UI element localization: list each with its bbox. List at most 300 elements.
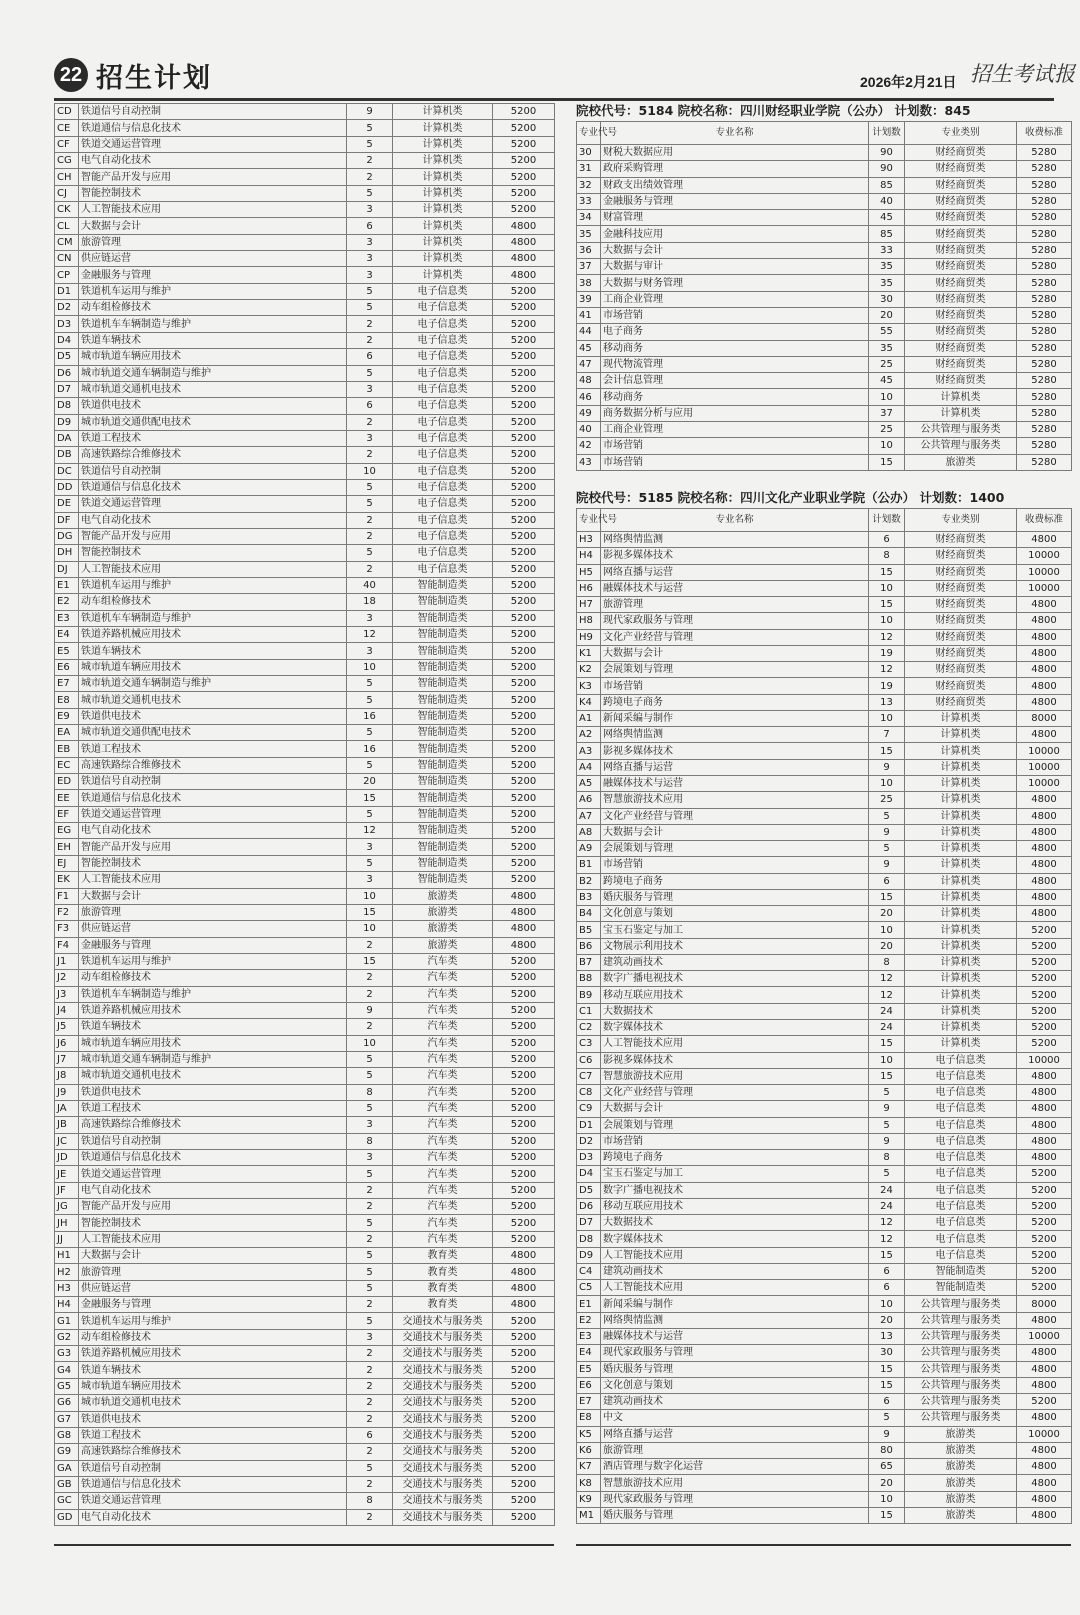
table-row <box>55 986 555 1002</box>
plan-count-cell: 45 <box>869 373 905 389</box>
major-name-cell: 智慧旅游技术应用 <box>601 792 869 808</box>
category-cell: 财经商贸类 <box>905 662 1017 678</box>
fee-cell: 5280 <box>1017 324 1072 340</box>
code-cell: D5 <box>577 1182 601 1198</box>
code-cell: H5 <box>577 564 601 580</box>
plan-count-cell: 25 <box>869 356 905 372</box>
major-name-cell: 铁道车辆技术 <box>79 1019 347 1035</box>
left-bottom-rule <box>54 1544 554 1546</box>
code-cell: B8 <box>577 971 601 987</box>
major-name-cell: 城市轨道交通机电技术 <box>79 381 347 397</box>
code-cell: F3 <box>55 921 79 937</box>
fee-cell: 5200 <box>493 1231 555 1247</box>
code-cell: 31 <box>577 161 601 177</box>
major-name-cell: 高速铁路综合维修技术 <box>79 447 347 463</box>
plan-count-cell: 2 <box>347 414 393 430</box>
table-row <box>577 759 1072 775</box>
fee-cell: 5200 <box>493 1395 555 1411</box>
plan-count-cell: 5 <box>347 1313 393 1329</box>
plan-count-cell: 5 <box>347 725 393 741</box>
table-row <box>55 741 555 757</box>
table-row <box>55 921 555 937</box>
table-row <box>577 645 1072 661</box>
category-cell: 智能制造类 <box>393 823 493 839</box>
fee-cell: 5200 <box>493 1133 555 1149</box>
plan-count-cell: 2 <box>347 970 393 986</box>
table-row <box>55 185 555 201</box>
category-cell: 财经商贸类 <box>905 226 1017 242</box>
table-row <box>55 545 555 561</box>
code-cell: D7 <box>577 1215 601 1231</box>
category-cell: 教育类 <box>393 1297 493 1313</box>
category-cell: 计算机类 <box>905 954 1017 970</box>
column-header: 专业类别 <box>905 122 1017 145</box>
code-cell: G9 <box>55 1444 79 1460</box>
category-cell: 汽车类 <box>393 1150 493 1166</box>
code-cell: 46 <box>577 389 601 405</box>
category-cell: 电子信息类 <box>393 430 493 446</box>
plan-count-cell: 80 <box>869 1442 905 1458</box>
plan-count-cell: 10 <box>347 659 393 675</box>
plan-count-cell: 12 <box>347 823 393 839</box>
fee-cell: 5200 <box>493 1182 555 1198</box>
table-row <box>55 1231 555 1247</box>
plan-count-cell: 85 <box>869 226 905 242</box>
table-row <box>577 1085 1072 1101</box>
code-cell: GD <box>55 1509 79 1525</box>
table-row <box>577 1150 1072 1166</box>
category-cell: 电子信息类 <box>905 1215 1017 1231</box>
table-row <box>577 1036 1072 1052</box>
category-cell: 计算机类 <box>393 153 493 169</box>
fee-cell: 5200 <box>493 1117 555 1133</box>
category-cell: 计算机类 <box>393 202 493 218</box>
table-row <box>577 548 1072 564</box>
plan-count-cell: 18 <box>347 594 393 610</box>
major-name-cell: 铁道信号自动控制 <box>79 1460 347 1476</box>
plan-count-cell: 3 <box>347 234 393 250</box>
code-cell: D1 <box>55 283 79 299</box>
fee-cell: 5280 <box>1017 193 1072 209</box>
category-cell: 电子信息类 <box>905 1166 1017 1182</box>
major-name-cell: 移动商务 <box>601 340 869 356</box>
plan-count-cell: 2 <box>347 1395 393 1411</box>
plan-count-cell: 10 <box>869 613 905 629</box>
code-cell: 33 <box>577 193 601 209</box>
plan-count-cell: 9 <box>869 1101 905 1117</box>
fee-cell: 5200 <box>1017 1280 1072 1296</box>
code-cell: H4 <box>55 1297 79 1313</box>
major-name-cell: 铁道交通运营管理 <box>79 136 347 152</box>
plan-count-cell: 9 <box>347 1002 393 1018</box>
table-row <box>577 356 1072 372</box>
code-cell: E7 <box>55 676 79 692</box>
plan-count-cell: 5 <box>347 1100 393 1116</box>
table-row <box>55 888 555 904</box>
major-name-cell: 铁道车辆技术 <box>79 332 347 348</box>
major-name-cell: 铁道供电技术 <box>79 1084 347 1100</box>
code-cell: JA <box>55 1100 79 1116</box>
major-name-cell: 城市轨道交通供配电技术 <box>79 725 347 741</box>
table-row <box>55 1182 555 1198</box>
fee-cell: 5280 <box>1017 210 1072 226</box>
category-cell: 汽车类 <box>393 1019 493 1035</box>
code-cell: C5 <box>577 1280 601 1296</box>
table-row <box>577 580 1072 596</box>
code-cell: D4 <box>577 1166 601 1182</box>
table-row <box>577 307 1072 323</box>
table-row <box>55 267 555 283</box>
table-row <box>577 1263 1072 1279</box>
code-cell: DH <box>55 545 79 561</box>
fee-cell: 4800 <box>493 904 555 920</box>
plan-count-cell: 2 <box>347 1019 393 1035</box>
category-cell: 公共管理与服务类 <box>905 1410 1017 1426</box>
major-name-cell: 智能产品开发与应用 <box>79 169 347 185</box>
fee-cell: 5200 <box>493 659 555 675</box>
plan-count-cell: 5 <box>347 185 393 201</box>
code-cell: E3 <box>55 610 79 626</box>
major-name-cell: 市场营销 <box>601 307 869 323</box>
major-name-cell: 宝玉石鉴定与加工 <box>601 1166 869 1182</box>
code-cell: C3 <box>577 1036 601 1052</box>
code-cell: 42 <box>577 438 601 454</box>
fee-cell: 5200 <box>493 986 555 1002</box>
fee-cell: 4800 <box>1017 662 1072 678</box>
code-cell: C1 <box>577 1003 601 1019</box>
code-cell: 49 <box>577 405 601 421</box>
code-cell: JJ <box>55 1231 79 1247</box>
major-name-cell: 大数据与会计 <box>601 1101 869 1117</box>
plan-count-cell: 10 <box>869 710 905 726</box>
table-row <box>577 532 1072 548</box>
code-cell: CK <box>55 202 79 218</box>
table-row <box>577 1019 1072 1035</box>
category-cell: 计算机类 <box>905 889 1017 905</box>
fee-cell: 10000 <box>1017 564 1072 580</box>
category-cell: 公共管理与服务类 <box>905 1345 1017 1361</box>
code-cell: DB <box>55 447 79 463</box>
plan-count-cell: 24 <box>869 1198 905 1214</box>
major-name-cell: 新闻采编与制作 <box>601 1296 869 1312</box>
code-cell: J7 <box>55 1051 79 1067</box>
plan-count-cell: 15 <box>869 1068 905 1084</box>
category-cell: 电子信息类 <box>905 1117 1017 1133</box>
code-cell: E6 <box>55 659 79 675</box>
major-name-cell: 铁道供电技术 <box>79 398 347 414</box>
fee-cell: 5200 <box>493 1329 555 1345</box>
major-name-cell: 网络舆情监测 <box>601 727 869 743</box>
major-name-cell: 工商企业管理 <box>601 422 869 438</box>
table-row <box>55 1378 555 1394</box>
major-name-cell: 商务数据分析与应用 <box>601 405 869 421</box>
table-row <box>55 725 555 741</box>
fee-cell: 5200 <box>493 496 555 512</box>
plan-count-cell: 10 <box>869 580 905 596</box>
major-name-cell: 智能产品开发与应用 <box>79 528 347 544</box>
category-cell: 旅游类 <box>905 1507 1017 1523</box>
category-cell: 公共管理与服务类 <box>905 1329 1017 1345</box>
major-name-cell: 铁道车辆技术 <box>79 643 347 659</box>
page-number-badge: 22 <box>54 58 88 92</box>
table-row <box>577 1426 1072 1442</box>
table-row <box>55 643 555 659</box>
fee-cell: 5280 <box>1017 454 1072 470</box>
table-row <box>55 1493 555 1509</box>
plan-count-cell: 10 <box>347 463 393 479</box>
fee-cell: 4800 <box>1017 694 1072 710</box>
code-cell: 35 <box>577 226 601 242</box>
major-name-cell: 婚庆服务与管理 <box>601 889 869 905</box>
code-cell: B5 <box>577 922 601 938</box>
major-name-cell: 城市轨道交通机电技术 <box>79 1395 347 1411</box>
plan-count-cell: 5 <box>869 1166 905 1182</box>
fee-cell: 5200 <box>493 300 555 316</box>
major-name-cell: 旅游管理 <box>79 234 347 250</box>
plan-count-cell: 8 <box>869 954 905 970</box>
fee-cell: 4800 <box>1017 1312 1072 1328</box>
code-cell: A7 <box>577 808 601 824</box>
major-name-cell: 动车组检修技术 <box>79 970 347 986</box>
fee-cell: 5200 <box>493 692 555 708</box>
major-name-cell: 市场营销 <box>601 857 869 873</box>
fee-cell: 4800 <box>1017 613 1072 629</box>
plan-count-cell: 12 <box>869 662 905 678</box>
fee-cell: 4800 <box>1017 629 1072 645</box>
plan-count-cell: 20 <box>869 1312 905 1328</box>
code-cell: CH <box>55 169 79 185</box>
table-row <box>55 1280 555 1296</box>
category-cell: 教育类 <box>393 1280 493 1296</box>
code-cell: EJ <box>55 855 79 871</box>
table-row <box>55 1264 555 1280</box>
plan-count-cell: 5 <box>869 808 905 824</box>
fee-cell: 5200 <box>1017 1198 1072 1214</box>
fee-cell: 4800 <box>493 234 555 250</box>
code-cell: CF <box>55 136 79 152</box>
category-cell: 财经商贸类 <box>905 678 1017 694</box>
major-name-cell: 文物展示利用技术 <box>601 938 869 954</box>
code-cell: 45 <box>577 340 601 356</box>
plan-count-cell: 12 <box>869 987 905 1003</box>
plan-count-cell: 6 <box>869 1263 905 1279</box>
table-row <box>55 218 555 234</box>
major-name-cell: 动车组检修技术 <box>79 594 347 610</box>
major-name-cell: 跨境电子商务 <box>601 694 869 710</box>
major-name-cell: 会展策划与管理 <box>601 1117 869 1133</box>
category-cell: 电子信息类 <box>393 398 493 414</box>
category-cell: 财经商贸类 <box>905 242 1017 258</box>
category-cell: 交通技术与服务类 <box>393 1395 493 1411</box>
category-cell: 计算机类 <box>905 743 1017 759</box>
plan-count-cell: 5 <box>347 1051 393 1067</box>
fee-cell: 5200 <box>493 1215 555 1231</box>
plan-count-cell: 5 <box>869 1117 905 1133</box>
table-row <box>55 1166 555 1182</box>
category-cell: 公共管理与服务类 <box>905 438 1017 454</box>
plan-count-cell: 15 <box>347 904 393 920</box>
category-cell: 电子信息类 <box>905 1085 1017 1101</box>
plan-count-cell: 5 <box>347 136 393 152</box>
major-name-cell: 铁道交通运营管理 <box>79 496 347 512</box>
table-row <box>55 120 555 136</box>
category-cell: 汽车类 <box>393 1035 493 1051</box>
plan-count-cell: 5 <box>347 692 393 708</box>
major-name-cell: 铁道交通运营管理 <box>79 1493 347 1509</box>
table-row <box>577 161 1072 177</box>
code-cell: JH <box>55 1215 79 1231</box>
table-row <box>55 398 555 414</box>
plan-count-cell: 15 <box>347 790 393 806</box>
code-cell: 36 <box>577 242 601 258</box>
code-cell: 32 <box>577 177 601 193</box>
category-cell: 交通技术与服务类 <box>393 1411 493 1427</box>
category-cell: 旅游类 <box>905 1442 1017 1458</box>
major-name-cell: 铁道工程技术 <box>79 1100 347 1116</box>
table-row <box>577 1003 1072 1019</box>
table-row <box>577 564 1072 580</box>
major-name-cell: 智能控制技术 <box>79 855 347 871</box>
category-cell: 电子信息类 <box>393 414 493 430</box>
major-name-cell: 融媒体技术与运营 <box>601 775 869 791</box>
plan-count-cell: 30 <box>869 291 905 307</box>
major-name-cell: 铁道机车车辆制造与维护 <box>79 610 347 626</box>
table-row <box>577 857 1072 873</box>
code-cell: H7 <box>577 597 601 613</box>
major-name-cell: 城市轨道车辆应用技术 <box>79 1378 347 1394</box>
fee-cell: 10000 <box>1017 548 1072 564</box>
category-cell: 智能制造类 <box>393 643 493 659</box>
plan-count-cell: 6 <box>869 1394 905 1410</box>
category-cell: 电子信息类 <box>393 496 493 512</box>
category-cell: 计算机类 <box>905 906 1017 922</box>
code-cell: GA <box>55 1460 79 1476</box>
major-name-cell: 现代物流管理 <box>601 356 869 372</box>
category-cell: 计算机类 <box>393 169 493 185</box>
fee-cell: 5200 <box>493 610 555 626</box>
major-name-cell: 影视多媒体技术 <box>601 1052 869 1068</box>
table-row <box>577 792 1072 808</box>
fee-cell: 5200 <box>493 169 555 185</box>
major-name-cell: 会计信息管理 <box>601 373 869 389</box>
table-row <box>55 1117 555 1133</box>
category-cell: 教育类 <box>393 1264 493 1280</box>
code-cell: J9 <box>55 1084 79 1100</box>
category-cell: 智能制造类 <box>393 806 493 822</box>
table-row <box>55 1100 555 1116</box>
category-cell: 智能制造类 <box>393 610 493 626</box>
fee-cell: 5200 <box>493 1035 555 1051</box>
plan-count-cell: 55 <box>869 324 905 340</box>
fee-cell: 5200 <box>493 1199 555 1215</box>
major-name-cell: 铁道通信与信息化技术 <box>79 1150 347 1166</box>
plan-count-cell: 35 <box>869 340 905 356</box>
code-cell: M1 <box>577 1507 601 1523</box>
category-cell: 智能制造类 <box>393 757 493 773</box>
code-cell: K1 <box>577 645 601 661</box>
category-cell: 电子信息类 <box>393 349 493 365</box>
code-cell: 37 <box>577 259 601 275</box>
table-row <box>577 422 1072 438</box>
code-cell: D9 <box>577 1247 601 1263</box>
fee-cell: 5280 <box>1017 389 1072 405</box>
plan-count-cell: 3 <box>347 1150 393 1166</box>
fee-cell: 5200 <box>493 104 555 120</box>
major-name-cell: 电气自动化技术 <box>79 1182 347 1198</box>
fee-cell: 5200 <box>493 202 555 218</box>
fee-cell: 4800 <box>493 937 555 953</box>
table-row <box>577 971 1072 987</box>
major-name-cell: 铁道供电技术 <box>79 708 347 724</box>
fee-cell: 5200 <box>493 332 555 348</box>
table-row <box>55 1313 555 1329</box>
category-cell: 电子信息类 <box>905 1231 1017 1247</box>
fee-cell: 8000 <box>1017 710 1072 726</box>
fee-cell: 4800 <box>1017 1085 1072 1101</box>
fee-cell: 5200 <box>1017 922 1072 938</box>
plan-count-cell: 5 <box>347 496 393 512</box>
table-row <box>55 1427 555 1443</box>
code-cell: 44 <box>577 324 601 340</box>
plan-count-cell: 25 <box>869 422 905 438</box>
category-cell: 电子信息类 <box>393 316 493 332</box>
table-row <box>577 193 1072 209</box>
fee-cell: 4800 <box>493 1297 555 1313</box>
table-row <box>577 987 1072 1003</box>
code-cell: C7 <box>577 1068 601 1084</box>
fee-cell: 5200 <box>493 643 555 659</box>
category-cell: 计算机类 <box>905 808 1017 824</box>
category-cell: 计算机类 <box>905 1019 1017 1035</box>
fee-cell: 5200 <box>493 1084 555 1100</box>
code-cell: G5 <box>55 1378 79 1394</box>
table-row <box>55 610 555 626</box>
code-cell: EC <box>55 757 79 773</box>
major-name-cell: 跨境电子商务 <box>601 873 869 889</box>
table-row <box>55 806 555 822</box>
category-cell: 电子信息类 <box>393 365 493 381</box>
code-cell: 40 <box>577 422 601 438</box>
code-cell: E1 <box>55 577 79 593</box>
category-cell: 财经商贸类 <box>905 340 1017 356</box>
category-cell: 计算机类 <box>905 922 1017 938</box>
table-row <box>577 954 1072 970</box>
table-row <box>577 324 1072 340</box>
plan-count-cell: 2 <box>347 528 393 544</box>
category-cell: 电子信息类 <box>393 300 493 316</box>
major-name-cell: 铁道交通运营管理 <box>79 1166 347 1182</box>
fee-cell: 5200 <box>493 1166 555 1182</box>
category-cell: 智能制造类 <box>393 839 493 855</box>
table-row <box>55 627 555 643</box>
category-cell: 汽车类 <box>393 986 493 1002</box>
category-cell: 智能制造类 <box>393 708 493 724</box>
plan-count-cell: 5 <box>347 1248 393 1264</box>
category-cell: 财经商贸类 <box>905 613 1017 629</box>
category-cell: 电子信息类 <box>905 1198 1017 1214</box>
major-name-cell: 城市轨道交通机电技术 <box>79 692 347 708</box>
major-name-cell: 财税大数据应用 <box>601 145 869 161</box>
category-cell: 电子信息类 <box>905 1150 1017 1166</box>
fee-cell: 4800 <box>493 251 555 267</box>
fee-cell: 4800 <box>1017 873 1072 889</box>
major-name-cell: 铁道机车车辆制造与维护 <box>79 316 347 332</box>
table-row <box>55 300 555 316</box>
category-cell: 智能制造类 <box>393 577 493 593</box>
table-row <box>55 430 555 446</box>
category-cell: 电子信息类 <box>393 545 493 561</box>
fee-cell: 10000 <box>1017 1052 1072 1068</box>
